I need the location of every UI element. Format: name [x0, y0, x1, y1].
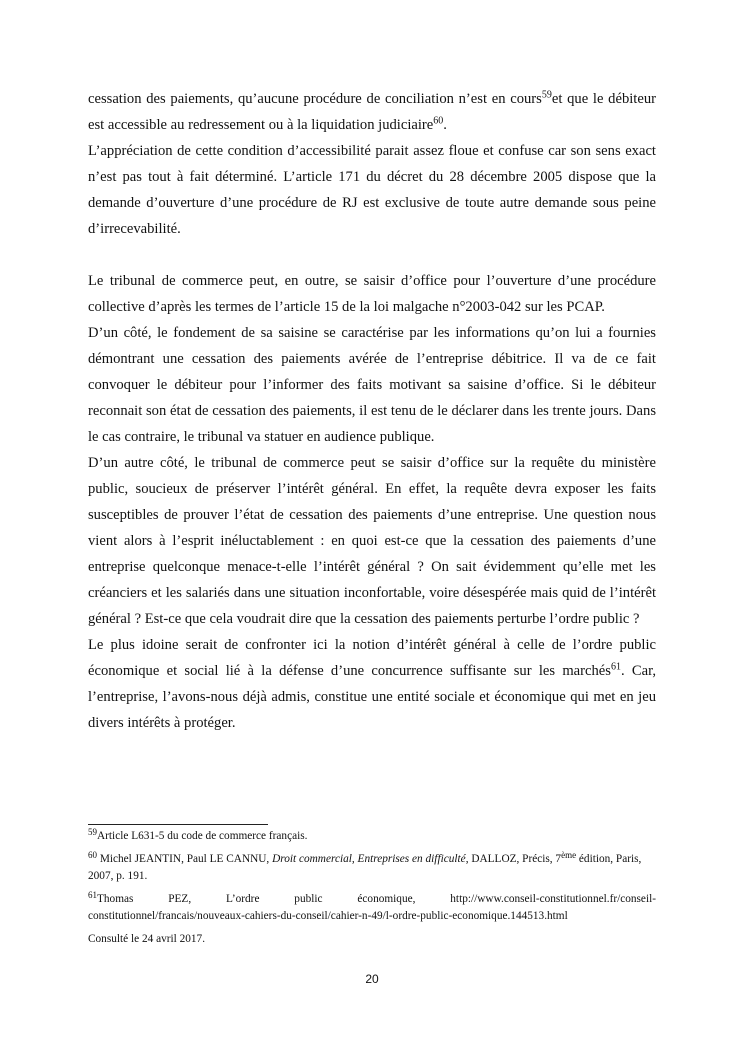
footnote-ref-60[interactable]: 60: [433, 115, 444, 127]
footnote-number: 60: [88, 849, 97, 860]
paragraph-gap: [88, 242, 656, 268]
footnote-59: [88, 828, 656, 846]
paragraph-5: D’un autre côté, le tribunal de commerce peut se saisir d’office sur la requête du ministère public, soucieux de préserver l’intérêt général. En effet, la requête devra exposer les faits susceptibles de prouver l’état de cessation des paiements d’une entreprise. Une question nous vient alors à l’esprit inéluctablement : en quoi est-ce que la cessation des paiements d’une entreprise quelconque menace-t-elle l’intérêt général ? On sait évidemment qu’elle met les créanciers et les salariés dans une situation inconfortable, voire désespérée mais quid de l’intérêt général ? Est-ce que cela voudrait dire que la cessation des paiements perturbe l’ordre public ?: [88, 455, 656, 627]
footnote-number: 59: [88, 826, 97, 837]
paragraph-6: [88, 632, 656, 736]
footnotes: [88, 828, 656, 953]
paragraph-6-text: Le plus idoine serait de confronter ici la notion d’intérêt général à celle de l’ordre public économique et social lié à la défense d’une concurrence suffisante sur les marchés: [88, 637, 656, 679]
footnote-edition: édition, Paris, 2007, p. 191.: [88, 852, 642, 882]
footnote-url-part1[interactable]: Thomas PEZ, L’ordre public économique, http://www.conseil-constitutionnel.fr/conseil-: [97, 892, 656, 905]
footnote-book-title: Droit commercial, Entreprises en difficulté: [272, 852, 466, 865]
footnote-edition-superscript: ème: [561, 849, 577, 860]
paragraph-1-period: .: [443, 117, 447, 133]
body-text: [88, 86, 656, 736]
footnote-ref-61[interactable]: 61: [610, 661, 621, 673]
paragraph-1-text: cessation des paiements, qu’aucune procédure de conciliation n’est en cours: [88, 91, 542, 107]
footnote-text: Article L631-5 du code de commerce français.: [97, 830, 308, 842]
paragraph-4: D’un côté, le fondement de sa saisine se caractérise par les informations qu’on lui a fournies démontrant une cessation des paiements avérée de l’entreprise débitrice. Il va de ce fait convoquer le débiteur pour l’informer des faits motivant sa saisine d’office. Si le débiteur reconnait son état de cessation des paiements, il est tenu de le déclarer dans les trente jours. Dans le cas contraire, le tribunal va statuer en audience publique.: [88, 325, 656, 445]
paragraph-2: L’appréciation de cette condition d’accessibilité parait assez floue et confuse car son sens exact n’est pas tout à fait déterminé. L’article 171 du décret du 28 décembre 2005 dispose que la demande d’ouverture d’une procédure de RJ est exclusive de toute autre demande sous peine d’irrecevabilité.: [88, 143, 656, 237]
footnote-61: [88, 891, 656, 949]
footnote-number: 61: [88, 889, 97, 900]
footnote-61-line1: [88, 891, 656, 909]
paragraph-3: Le tribunal de commerce peut, en outre, se saisir d’office pour l’ouverture d’une procédure collective d’après les termes de l’article 15 de la loi malgache n°2003-042 sur les PCAP.: [88, 273, 656, 315]
footnote-authors: Michel JEANTIN, Paul LE CANNU,: [97, 852, 273, 865]
footnote-60: [88, 851, 656, 886]
page-number: 20: [365, 972, 379, 986]
footnote-url-part2[interactable]: constitutionnel/francais/nouveaux-cahiers-du-conseil/cahier-n-49/l-ordre-public-economique.144513.html: [88, 910, 568, 922]
footnote-separator: [88, 824, 268, 825]
paragraph-1: [88, 86, 656, 138]
paragraph-6-text-cont: . Car, l’entreprise, l’avons-nous déjà admis, constitue une entité sociale et économique qui met en jeu divers intérêts à protéger.: [88, 663, 657, 731]
paragraph-1-text-cont: et que le débiteur est accessible au redressement ou à la liquidation judiciaire: [88, 91, 656, 133]
footnote-ref-59[interactable]: 59: [541, 89, 552, 101]
footnote-publisher: , DALLOZ, Précis, 7: [465, 852, 562, 865]
footnote-consulted-date: Consulté le 24 avril 2017.: [88, 932, 206, 945]
